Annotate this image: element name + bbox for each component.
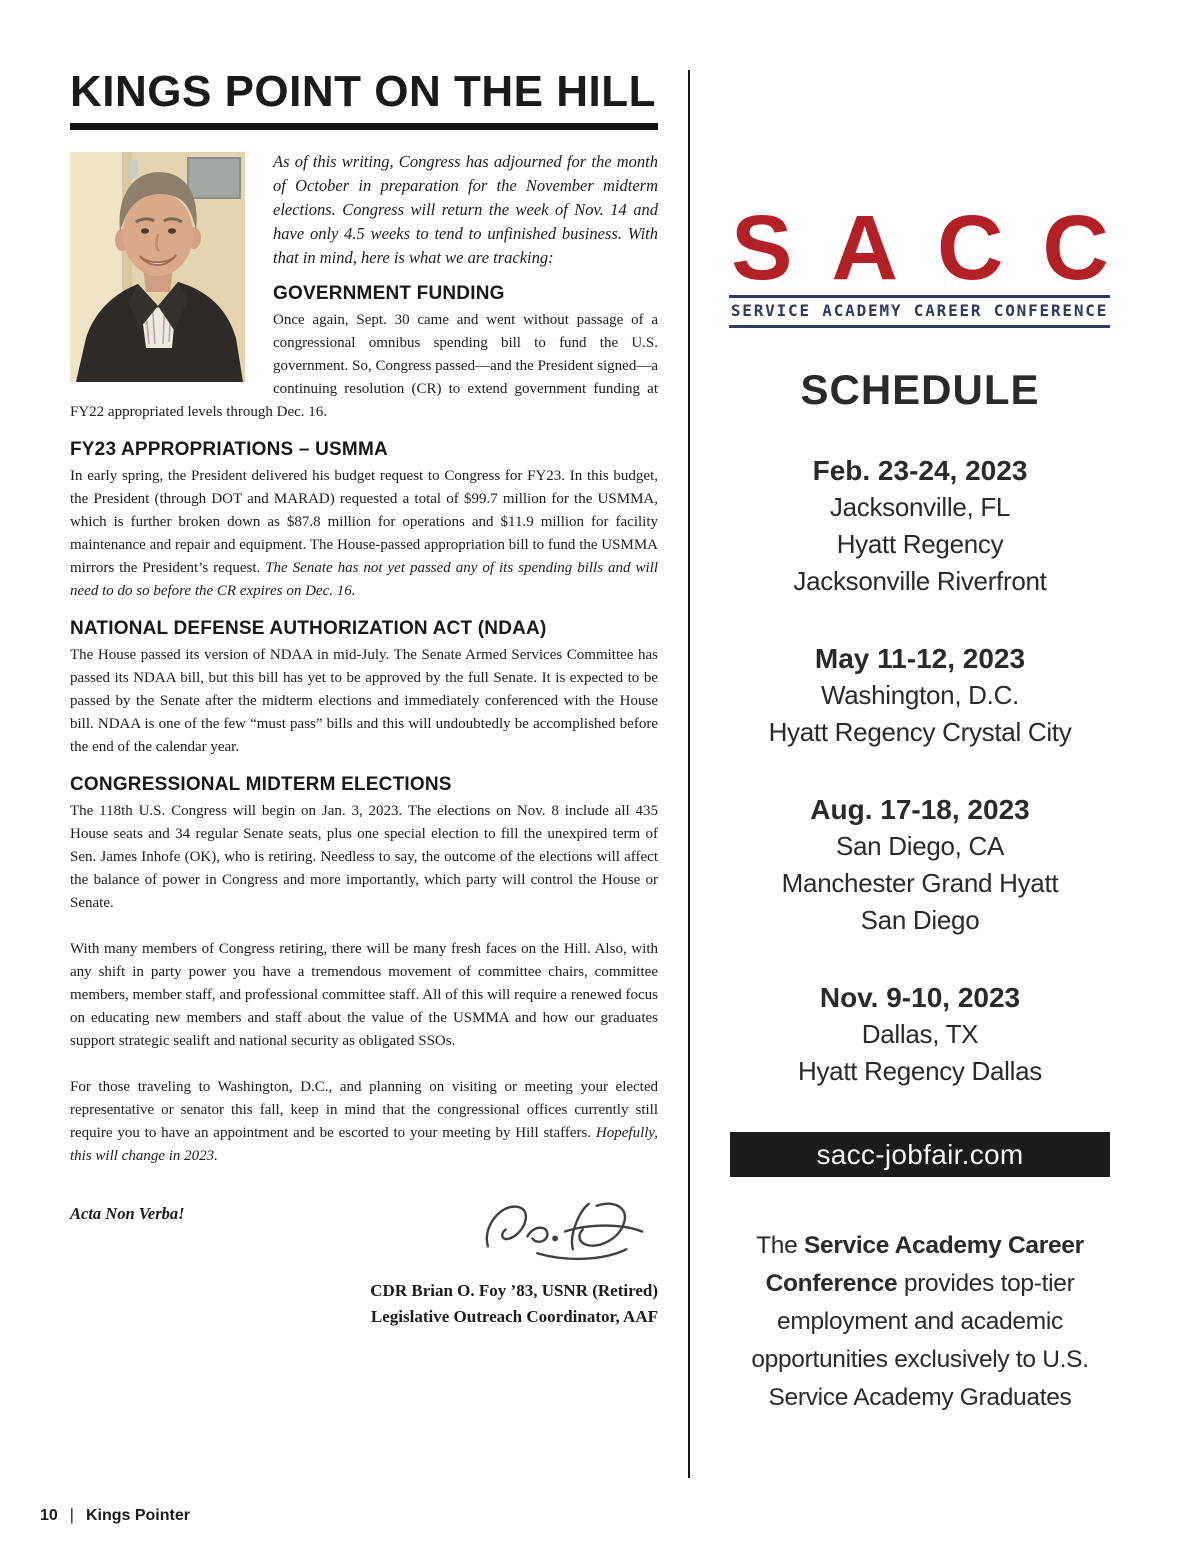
event-location: Washington, D.C. bbox=[821, 680, 1019, 710]
heading-midterm-elections: CONGRESSIONAL MIDTERM ELECTIONS bbox=[70, 774, 452, 795]
paragraph-fy23-appropriations bbox=[70, 465, 658, 603]
paragraph-midterms-2: With many members of Congress retiring, there will be many fresh faces on the Hill. Also, with any shift in party power you have a tremendous movement of committee chairs, committee members, member staff, and professional committee staff. All of this will require a renewed focus on educating new members and staff about the value of the USMMA and how our graduates support strategic sealift and national security as obligated SSOs. bbox=[70, 941, 658, 1049]
event-location: Dallas, TX bbox=[861, 1019, 979, 1049]
sacc-logo bbox=[730, 197, 1148, 328]
sacc-description bbox=[730, 1227, 1110, 1417]
sacc-sidebar bbox=[730, 70, 1148, 1417]
heading-government-funding: GOVERNMENT FUNDING bbox=[273, 283, 505, 304]
motto-tagline: Acta Non Verba! bbox=[70, 1204, 185, 1223]
event-date: Feb. 23-24, 2023 bbox=[812, 455, 1028, 486]
event-venue: Hyatt Regency bbox=[836, 529, 1004, 559]
schedule-title: SCHEDULE bbox=[800, 366, 1040, 413]
fy23-italic-text: The Senate has not yet passed any of its spending bills and will need to do so before the CR expires on Dec. 16. bbox=[70, 560, 658, 599]
signoff-role: Legislative Outreach Coordinator, AAF bbox=[370, 1307, 658, 1326]
sacc-logo-letters: SACC bbox=[731, 197, 1148, 299]
desc-post: provides top-tier employment and academic opportunities exclusively to U.S. Service Academy Graduates bbox=[751, 1270, 1089, 1411]
fy23-body-text: In early spring, the President delivered his budget request to Congress for FY23. In this budget, the President (through DOT and MARAD) requested a total of $99.7 million for the USMMA, which is further broken down as $87.8 million for operations and $11.9 million for facility maintenance and repair and equipment. The House-passed appropriation bill to fund the USMMA mirrors the President’s request. bbox=[70, 468, 658, 576]
paragraph-midterms-3 bbox=[70, 1076, 658, 1168]
event-date: Aug. 17-18, 2023 bbox=[810, 794, 1030, 825]
event-venue: Jacksonville Riverfront bbox=[793, 566, 1047, 596]
midterms-p3-text: For those traveling to Washington, D.C., and planning on visiting or meeting your elected representative or senator this fall, keep in mind that the congressional offices currently still require you to have an appointment and be escorted to your meeting by Hill staffers. bbox=[70, 1079, 658, 1141]
event-date: May 11-12, 2023 bbox=[814, 643, 1026, 674]
title-rule bbox=[70, 123, 658, 130]
schedule-event-feb bbox=[730, 452, 1110, 600]
article-column bbox=[70, 67, 658, 1330]
paragraph-ndaa: The House passed its version of NDAA in mid-July. The Senate Armed Services Committee has passed its NDAA bill, but this bill has yet to be approved by the full Senate. It is expected to be passed by the Senate after the midterm elections and immediately conferenced with the House bill. NDAA is one of the few “must pass” bills and this will undoubtedly be accomplished before the end of the calendar year. bbox=[70, 647, 658, 755]
intro-paragraph: As of this writing, Congress has adjourned for the month of October in preparation for the November midterm elections. Congress will return the week of Nov. 14 and have only 4.5 weeks to tend to unfinished business. With that in mind, here is what we are tracking: bbox=[273, 152, 658, 267]
desc-pre: The bbox=[756, 1232, 804, 1259]
paragraph-midterms-1: The 118th U.S. Congress will begin on Jan. 3, 2023. The elections on Nov. 8 include all 435 House seats and 34 regular Senate seats, plus one special election to fill the unexpired term of Sen. James Inhofe (OK), who is retiring. Needless to say, the outcome of the elections will affect the balance of power in Congress and more importantly, which party will control the House or Senate. bbox=[70, 803, 658, 911]
page-title: KINGS POINT ON THE HILL bbox=[70, 67, 656, 116]
heading-fy23-appropriations: FY23 APPROPRIATIONS – USMMA bbox=[70, 439, 388, 460]
schedule-event-may bbox=[730, 640, 1110, 751]
signoff-name: CDR Brian O. Foy ’83, USNR (Retired) bbox=[370, 1281, 658, 1300]
event-venue: San Diego bbox=[860, 905, 980, 935]
article-body bbox=[70, 150, 658, 1330]
page-number: 10 bbox=[40, 1507, 58, 1524]
footer-separator: | bbox=[69, 1506, 74, 1525]
author-photo bbox=[70, 152, 245, 382]
signature-row bbox=[70, 1192, 658, 1276]
schedule-event-nov bbox=[730, 979, 1110, 1090]
website-banner: sacc-jobfair.com bbox=[730, 1132, 1110, 1177]
page-footer bbox=[40, 1506, 190, 1526]
event-date: Nov. 9-10, 2023 bbox=[819, 982, 1021, 1013]
event-venue: Hyatt Regency Crystal City bbox=[768, 717, 1072, 747]
sacc-logo-subtitle: SERVICE ACADEMY CAREER CONFERENCE bbox=[729, 295, 1110, 328]
midterms-p3-italic: Hopefully, this will change in 2023. bbox=[70, 1125, 658, 1164]
column-divider bbox=[688, 70, 690, 1478]
signoff-block bbox=[70, 1278, 658, 1330]
event-venue: Hyatt Regency Dallas bbox=[798, 1056, 1042, 1086]
schedule-event-aug bbox=[730, 791, 1110, 939]
event-venue: Manchester Grand Hyatt bbox=[781, 868, 1059, 898]
publication-name: Kings Pointer bbox=[85, 1507, 190, 1524]
paragraph-government-funding: Once again, Sept. 30 came and went without passage of a congressional omnibus spending bill to fund the U.S. government. So, Congress passed—and the President signed—a continuing resolution (CR) to extend government funding at FY22 appropriated levels through Dec. 16. bbox=[70, 312, 658, 420]
event-location: San Diego, CA bbox=[835, 831, 1005, 861]
desc-bold: Service Academy Career Conference bbox=[765, 1232, 1084, 1297]
signature-image bbox=[477, 1192, 652, 1276]
heading-ndaa: NATIONAL DEFENSE AUTHORIZATION ACT (NDAA) bbox=[70, 618, 547, 639]
event-location: Jacksonville, FL bbox=[829, 492, 1011, 522]
